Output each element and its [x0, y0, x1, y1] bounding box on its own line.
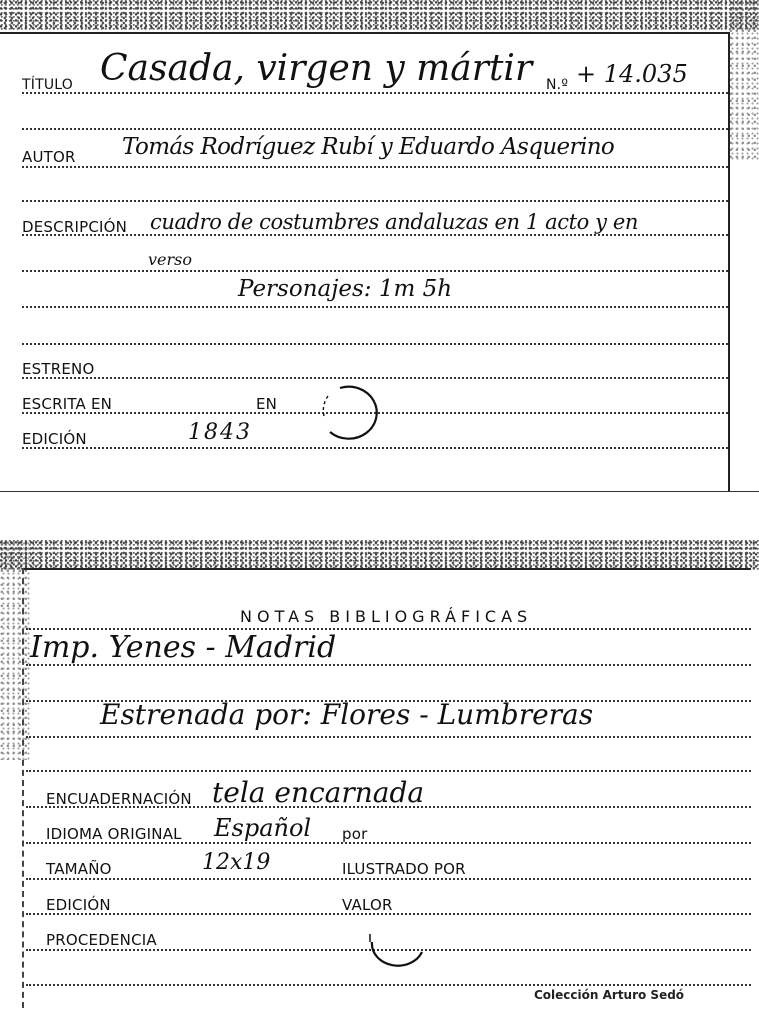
- card-edge-texture: [0, 0, 759, 30]
- por-label: por: [342, 825, 368, 843]
- rule-line: [22, 166, 728, 168]
- rule-line: [26, 878, 751, 880]
- punch-hole-icon: [366, 930, 430, 976]
- card-divider: [0, 491, 759, 492]
- rule-line: [22, 306, 728, 308]
- rule-line: [26, 770, 751, 772]
- catalog-card-back: [0, 540, 759, 1028]
- notas-heading: NOTAS BIBLIOGRÁFICAS: [240, 607, 533, 626]
- rule-line: [22, 377, 728, 379]
- titulo-value: Casada, virgen y mártir: [100, 48, 533, 89]
- titulo-label: TÍTULO: [22, 77, 73, 93]
- encuadernacion-value: tela encarnada: [212, 776, 425, 809]
- valor-label: VALOR: [342, 896, 393, 914]
- numero-label: N.º: [546, 77, 569, 93]
- rule-line: [26, 736, 751, 738]
- rule-line: [22, 128, 728, 130]
- escrita-en-label: ESCRITA EN: [22, 395, 113, 413]
- rule-line: [22, 234, 728, 236]
- rule-line: [26, 984, 751, 986]
- note-line-2: Estrenada por: Flores - Lumbreras: [100, 698, 594, 731]
- encuadernacion-label: ENCUADERNACIÓN: [46, 790, 192, 808]
- descripcion-value-line1: cuadro de costumbres andaluzas en 1 acto y en: [150, 210, 639, 234]
- autor-label: AUTOR: [22, 148, 76, 166]
- edicion-value: 1843: [188, 420, 252, 445]
- rule-line: [22, 343, 728, 345]
- tamano-value: 12x19: [202, 850, 271, 875]
- card-frame-edge: [22, 568, 24, 1008]
- edicion-label: EDICIÓN: [46, 896, 111, 914]
- idioma-original-value: Español: [214, 814, 312, 842]
- autor-value: Tomás Rodríguez Rubí y Eduardo Asquerino: [122, 134, 615, 160]
- catalog-card-front: [0, 0, 759, 492]
- card-edge-texture: [0, 540, 759, 570]
- descripcion-value-line2: verso: [148, 250, 192, 269]
- edicion-label: EDICIÓN: [22, 430, 87, 448]
- descripcion-label: DESCRIPCIÓN: [22, 218, 128, 236]
- estreno-label: ESTRENO: [22, 360, 95, 378]
- personajes-value: Personajes: 1m 5h: [238, 276, 453, 302]
- card-edge-texture: [729, 0, 759, 160]
- idioma-original-label: IDIOMA ORIGINAL: [46, 825, 182, 843]
- rule-line: [22, 92, 728, 94]
- note-line-1: Imp. Yenes - Madrid: [30, 630, 337, 665]
- ilustrado-por-label: ILUSTRADO POR: [342, 860, 466, 878]
- rule-line: [22, 447, 728, 449]
- collection-credit: Colección Arturo Sedó: [534, 988, 685, 1002]
- en-label: EN: [256, 395, 278, 413]
- rule-line: [22, 200, 728, 202]
- tamano-label: TAMAÑO: [46, 860, 112, 878]
- numero-value: + 14.035: [576, 60, 688, 88]
- procedencia-label: PROCEDENCIA: [46, 931, 157, 949]
- rule-line: [22, 270, 728, 272]
- punch-hole-icon: [318, 382, 384, 444]
